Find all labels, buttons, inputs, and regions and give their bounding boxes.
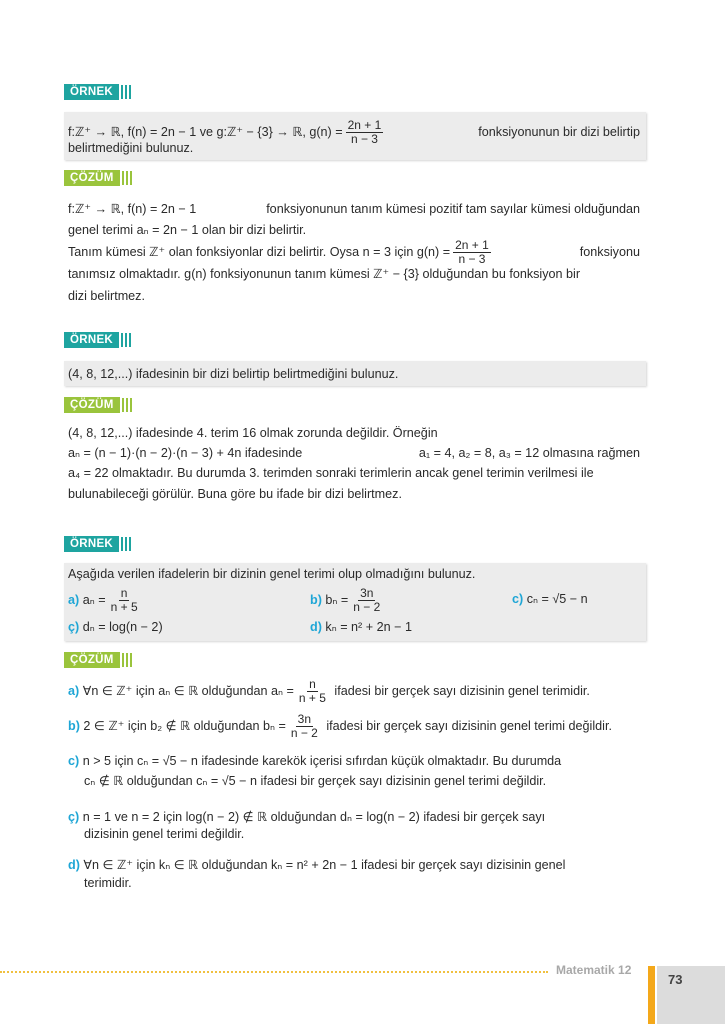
question-1-line-1: f:ℤ⁺ → ℝ, f(n) = 2n − 1 ve g:ℤ⁺ − {3} → ℝ, g(n) = $\frac{2n + 1}{n - 3}$ fonksiyonunun bir dizi belirtip bbox=[68, 118, 640, 147]
item-c: c) cₙ = √5 − n bbox=[512, 592, 588, 606]
ornek-label: ÖRNEK bbox=[64, 332, 131, 348]
solution-c-cont: cₙ ∉ ℝ olduğundan cₙ = √5 − n ifadesi bir gerçek sayı dizisinin genel terimi değildir. bbox=[84, 774, 547, 788]
solution-1-line-2: genel terimi aₙ = 2n − 1 olan bir dizi belirtir. bbox=[68, 223, 307, 237]
solution-cc-cont: dizisinin genel terimi değildir. bbox=[84, 827, 245, 841]
question-3: Aşağıda verilen ifadelerin bir dizinin genel terimi olup olmadığını bulunuz. bbox=[68, 567, 476, 581]
solution-1-line-5: dizi belirtmez. bbox=[68, 289, 145, 303]
solution-a: a) ∀n ∈ ℤ⁺ için aₙ ∈ ℝ olduğundan aₙ = $\frac{n}{n + 5}$ ifadesi bir gerçek sayı dizisinin genel terimidir. bbox=[68, 677, 590, 705]
bars-decoration bbox=[122, 171, 132, 185]
cozum-label: ÇÖZÜM bbox=[64, 170, 132, 186]
item-b: b) bₙ = $\frac{3n}{n - 2}$ bbox=[310, 586, 381, 614]
bars-decoration bbox=[121, 85, 131, 99]
ornek-label: ÖRNEK bbox=[64, 536, 131, 552]
item-cc: ç) dₙ = log(n − 2) bbox=[68, 620, 163, 634]
solution-2-line-2: aₙ = (n − 1)·(n − 2)·(n − 3) + 4n ifadesinde a₁ = 4, a₂ = 8, a₃ = 12 olmasına rağmen bbox=[68, 446, 640, 460]
ornek-label: ÖRNEK bbox=[64, 84, 131, 100]
solution-b: b) 2 ∈ ℤ⁺ için b₂ ∉ ℝ olduğundan bₙ = $\frac{3n}{n - 2}$ ifadesi bir gerçek sayı dizisinin genel terimi değildir. bbox=[68, 712, 612, 740]
solution-2-line-1: (4, 8, 12,...) ifadesinde 4. terim 16 olmak zorunda değildir. Örneğin bbox=[68, 426, 438, 440]
page-number: 73 bbox=[668, 972, 683, 987]
fraction: $\frac{2n + 1}{n - 3}$ bbox=[347, 118, 382, 147]
footer-dotted-rule bbox=[0, 971, 548, 973]
cozum-label: ÇÖZÜM bbox=[64, 652, 132, 668]
item-a: a) aₙ = $\frac{n}{n + 5}$ bbox=[68, 586, 138, 614]
solution-d: d) ∀n ∈ ℤ⁺ için kₙ ∈ ℝ olduğundan kₙ = n² + 2n − 1 ifadesi bir gerçek sayı dizisinin genel bbox=[68, 858, 566, 872]
solution-cc: ç) n = 1 ve n = 2 için log(n − 2) ∉ ℝ olduğundan dₙ = log(n − 2) ifadesi bir gerçek sayı bbox=[68, 810, 546, 824]
item-d: d) kₙ = n² + 2n − 1 bbox=[310, 620, 412, 634]
solution-1-line-4: tanımsız olmaktadır. g(n) fonksiyonunun tanım kümesi ℤ⁺ − {3} olduğundan bu fonksiyon bir bbox=[68, 267, 581, 281]
fraction: $\frac{2n + 1}{n - 3}$ bbox=[455, 238, 489, 267]
solution-1-line-1: f:ℤ⁺ → ℝ, f(n) = 2n − 1 fonksiyonunun tanım kümesi pozitif tam sayılar kümesi olduğundan bbox=[68, 202, 640, 216]
solution-2-line-3: a₄ = 22 olmaktadır. Bu durumda 3. terimden sonraki terimlerin ancak genel terimin verilmesi ile bbox=[68, 466, 594, 480]
book-title: Matematik 12 bbox=[556, 963, 632, 977]
solution-c: c) n > 5 için cₙ = √5 − n ifadesinde karekök içerisi sıfırdan küçük olmaktadır. Bu durumda bbox=[68, 754, 562, 768]
solution-d-cont: terimidir. bbox=[84, 876, 132, 890]
cozum-label: ÇÖZÜM bbox=[64, 397, 132, 413]
solution-1-line-3: Tanım kümesi ℤ⁺ olan fonksiyonlar dizi belirtir. Oysa n = 3 için g(n) = $\frac{2n + 1}{n - 3}$ fonksiyonu bbox=[68, 238, 640, 267]
solution-2-line-4: bulunabileceği görülür. Buna göre bu ifade bir dizi belirtmez. bbox=[68, 487, 402, 501]
footer-accent-bar bbox=[648, 966, 655, 1024]
question-1-line-2: belirtmediğini bulunuz. bbox=[68, 141, 194, 155]
question-2: (4, 8, 12,...) ifadesinin bir dizi belirtip belirtmediğini bulunuz. bbox=[68, 367, 399, 381]
